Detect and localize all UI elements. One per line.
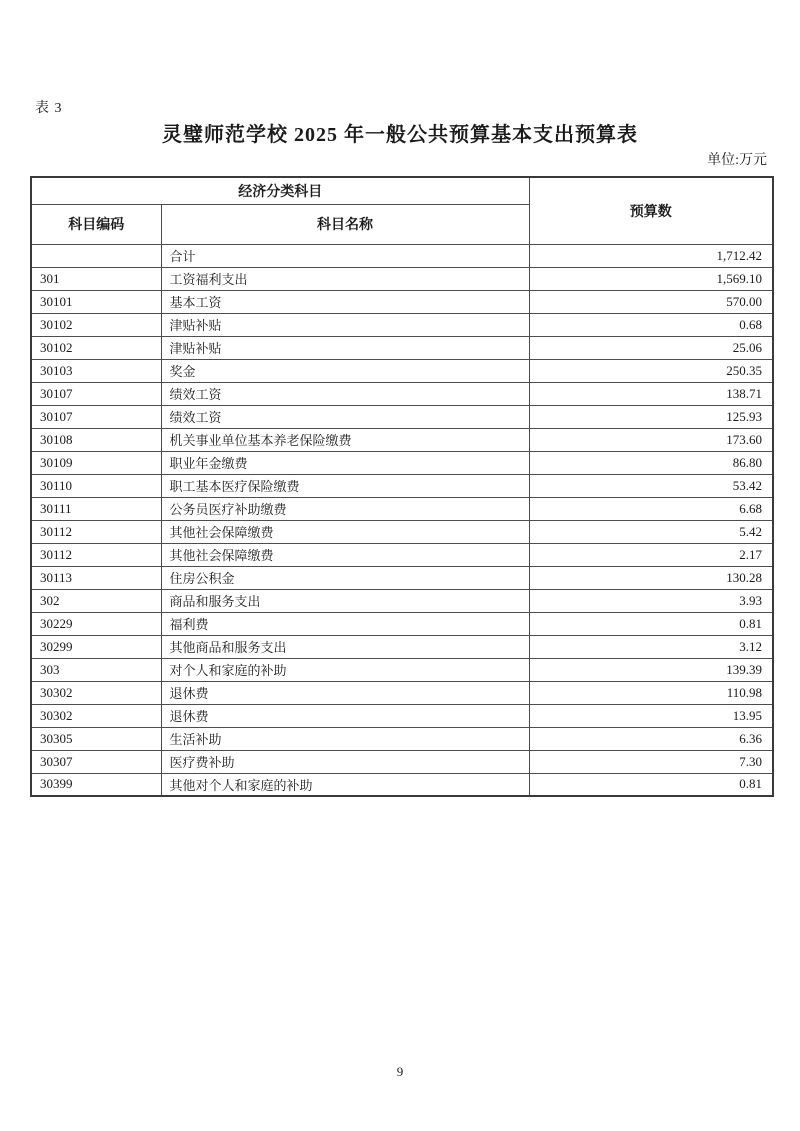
- cell-value: 110.98: [529, 681, 773, 704]
- cell-value: 139.39: [529, 658, 773, 681]
- cell-name: 对个人和家庭的补助: [161, 658, 529, 681]
- table-row: [31, 566, 773, 589]
- cell-name: 住房公积金: [161, 566, 529, 589]
- cell-name: 职工基本医疗保险缴费: [161, 474, 529, 497]
- cell-value: 25.06: [529, 336, 773, 359]
- cell-value: 7.30: [529, 750, 773, 773]
- cell-name: 津贴补贴: [161, 336, 529, 359]
- cell-name: 医疗费补助: [161, 750, 529, 773]
- table-row: [31, 290, 773, 313]
- cell-name: 商品和服务支出: [161, 589, 529, 612]
- cell-code: 30107: [31, 405, 161, 428]
- cell-code: 30399: [31, 773, 161, 796]
- table-row: [31, 428, 773, 451]
- cell-code: 303: [31, 658, 161, 681]
- budget-table: [30, 176, 774, 797]
- cell-value: 130.28: [529, 566, 773, 589]
- page-number: 9: [396, 1064, 404, 1079]
- cell-name: 其他对个人和家庭的补助: [161, 773, 529, 796]
- cell-code: 30113: [31, 566, 161, 589]
- cell-name: 基本工资: [161, 290, 529, 313]
- cell-name: 机关事业单位基本养老保险缴费: [161, 428, 529, 451]
- cell-code: 30103: [31, 359, 161, 382]
- table-body: [31, 244, 773, 796]
- table-row: [31, 244, 773, 267]
- cell-code: 30102: [31, 336, 161, 359]
- table-row: [31, 750, 773, 773]
- cell-code: 30229: [31, 612, 161, 635]
- cell-name: 绩效工资: [161, 405, 529, 428]
- cell-code: 301: [31, 267, 161, 290]
- cell-code: 30108: [31, 428, 161, 451]
- cell-value: 0.81: [529, 612, 773, 635]
- cell-value: 125.93: [529, 405, 773, 428]
- cell-value: 1,712.42: [529, 244, 773, 267]
- table-row: [31, 405, 773, 428]
- cell-value: 0.68: [529, 313, 773, 336]
- table-row: [31, 336, 773, 359]
- table-row: [31, 727, 773, 750]
- cell-code: 30112: [31, 543, 161, 566]
- cell-value: 2.17: [529, 543, 773, 566]
- table-row: [31, 451, 773, 474]
- cell-name: 福利费: [161, 612, 529, 635]
- cell-code: 30305: [31, 727, 161, 750]
- table-row: [31, 382, 773, 405]
- cell-code: 30109: [31, 451, 161, 474]
- cell-name: 绩效工资: [161, 382, 529, 405]
- table-row: [31, 543, 773, 566]
- cell-value: 13.95: [529, 704, 773, 727]
- cell-name: 公务员医疗补助缴费: [161, 497, 529, 520]
- header-budget-amount: 预算数: [529, 177, 773, 244]
- cell-code: 30111: [31, 497, 161, 520]
- table-row: [31, 497, 773, 520]
- table-label: 表 3: [35, 101, 63, 116]
- cell-name: 合计: [161, 244, 529, 267]
- cell-name: 生活补助: [161, 727, 529, 750]
- table-row: [31, 681, 773, 704]
- cell-value: 3.93: [529, 589, 773, 612]
- cell-name: 工资福利支出: [161, 267, 529, 290]
- cell-value: 138.71: [529, 382, 773, 405]
- cell-value: 86.80: [529, 451, 773, 474]
- page-title: 灵璧师范学校 2025 年一般公共预算基本支出预算表: [162, 124, 638, 146]
- cell-value: 250.35: [529, 359, 773, 382]
- table-row: [31, 658, 773, 681]
- header-economic-classification: 经济分类科目: [31, 177, 529, 204]
- cell-value: 173.60: [529, 428, 773, 451]
- cell-value: 6.36: [529, 727, 773, 750]
- table-row: [31, 520, 773, 543]
- cell-code: 30110: [31, 474, 161, 497]
- table-row: [31, 589, 773, 612]
- cell-value: 53.42: [529, 474, 773, 497]
- table-row: [31, 359, 773, 382]
- table-row: [31, 313, 773, 336]
- cell-code: 30307: [31, 750, 161, 773]
- cell-code: 302: [31, 589, 161, 612]
- header-subject-name: 科目名称: [161, 204, 529, 244]
- table-row: [31, 773, 773, 796]
- cell-value: 3.12: [529, 635, 773, 658]
- cell-name: 其他社会保障缴费: [161, 543, 529, 566]
- cell-code: 30112: [31, 520, 161, 543]
- cell-code: 30302: [31, 704, 161, 727]
- table-row: [31, 635, 773, 658]
- table-row: [31, 267, 773, 290]
- cell-code: 30101: [31, 290, 161, 313]
- cell-code: 30107: [31, 382, 161, 405]
- cell-name: 退休费: [161, 681, 529, 704]
- unit-note: 单位:万元: [707, 153, 767, 168]
- cell-code: 30302: [31, 681, 161, 704]
- cell-name: 其他商品和服务支出: [161, 635, 529, 658]
- cell-name: 退休费: [161, 704, 529, 727]
- cell-value: 5.42: [529, 520, 773, 543]
- header-subject-code: 科目编码: [31, 204, 161, 244]
- cell-code: 30102: [31, 313, 161, 336]
- cell-value: 1,569.10: [529, 267, 773, 290]
- cell-code: [31, 244, 161, 267]
- cell-code: 30299: [31, 635, 161, 658]
- cell-value: 6.68: [529, 497, 773, 520]
- table-row: [31, 704, 773, 727]
- cell-value: 0.81: [529, 773, 773, 796]
- cell-name: 职业年金缴费: [161, 451, 529, 474]
- table-row: [31, 474, 773, 497]
- cell-name: 其他社会保障缴费: [161, 520, 529, 543]
- table-row: [31, 612, 773, 635]
- table-header: [31, 177, 773, 244]
- cell-value: 570.00: [529, 290, 773, 313]
- cell-name: 奖金: [161, 359, 529, 382]
- cell-name: 津贴补贴: [161, 313, 529, 336]
